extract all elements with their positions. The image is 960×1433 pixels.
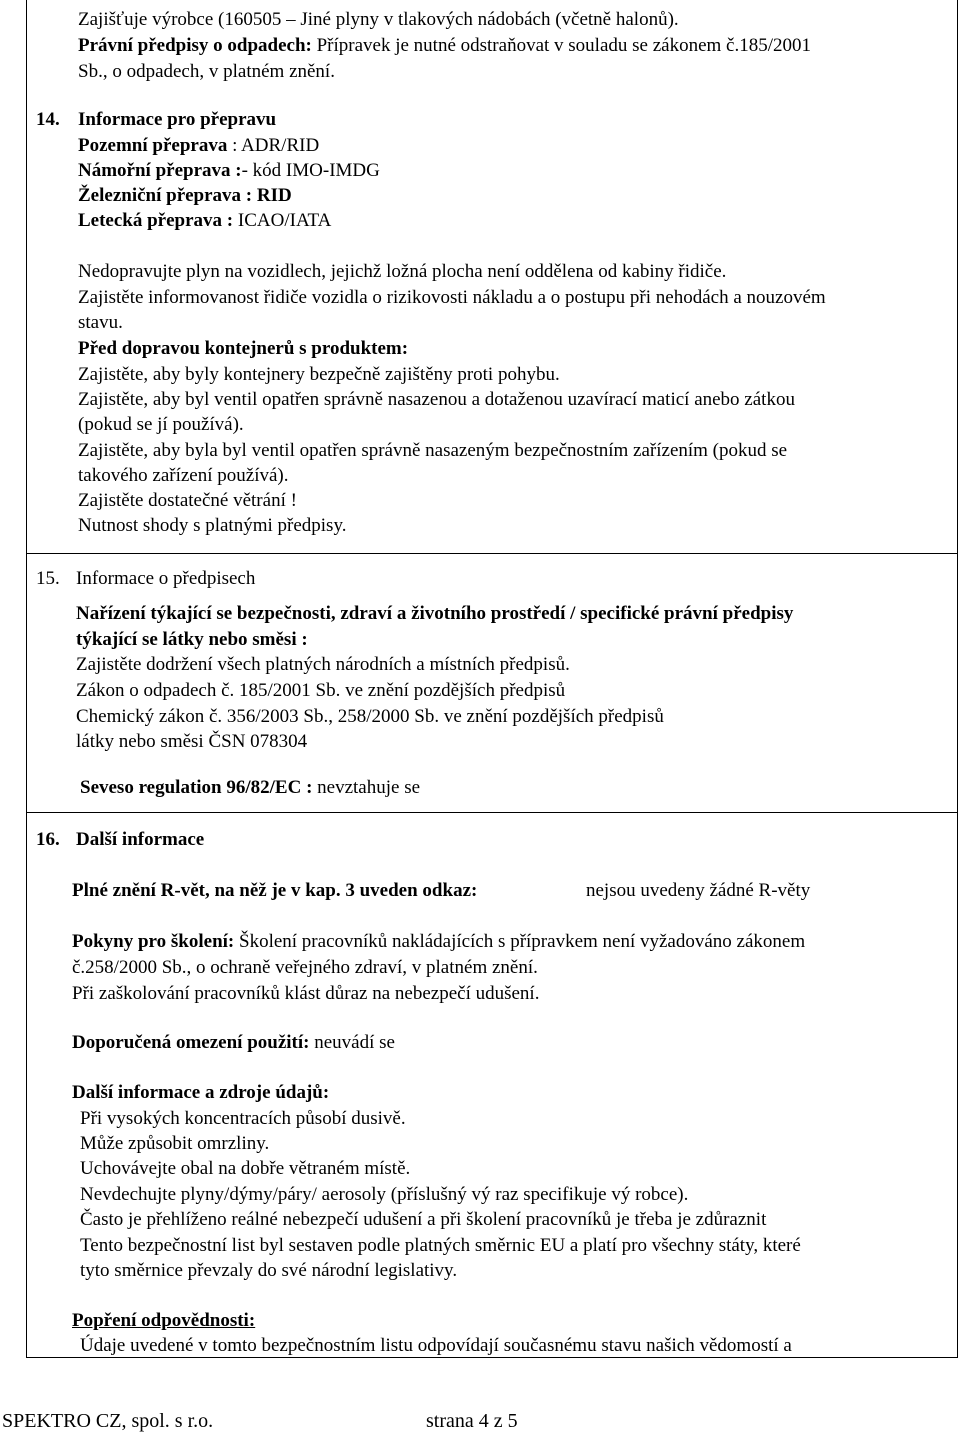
transport-paragraph-11: Nutnost shody s platnými předpisy. [78,515,347,536]
container-heading: Před dopravou kontejnerů s produktem: [78,338,409,359]
sources-line-2: Může způsobit omrzliny. [80,1133,270,1154]
transport-paragraph-6: Zajistěte, aby byl ventil opatřen správně nasazenou a dotaženou uzavírací maticí anebo zátkou [78,389,795,410]
section-divider-15 [26,553,958,554]
section-14-number: 14. [36,109,60,130]
sources-line-6: Tento bezpečnostní list byl sestaven podle platných směrnic EU a platí pro všechny státy, které [80,1235,801,1256]
sources-heading: Další informace a zdroje údajů: [72,1082,330,1103]
sources-line-1: Při vysokých koncentracích působí dusivě. [80,1108,406,1129]
sources-line-3: Uchovávejte obal na dobře větraném místě. [80,1158,411,1179]
section-14-title: Informace pro přepravu [78,109,277,130]
seveso-line [80,778,420,797]
usage-restrictions [72,1033,395,1052]
regulations-line-4: látky nebo směsi ČSN 078304 [76,731,308,752]
transport-paragraph-5: Zajistěte, aby byly kontejnery bezpečně zajištěny proti pohybu. [78,364,560,385]
air-transport [78,211,331,230]
transport-paragraph-2: Zajistěte informovanost řidiče vozidla o rizikovosti nákladu a o postupu při nehodách a nouzovém [78,287,826,308]
sources-line-5: Často je přehlíženo reálné nebezpečí udušení a při školení pracovníků je třeba je zdůraznit [80,1209,767,1230]
regulations-line-3: Chemický zákon č. 356/2003 Sb., 258/2000 Sb. ve znění pozdějších předpisů [76,706,664,727]
rail-transport: Železniční přeprava : RID [78,185,292,206]
land-transport-value: : ADR/RID [227,135,320,156]
section-15-title: Informace o předpisech [76,568,256,589]
transport-paragraph-8: Zajistěte, aby byla byl ventil opatřen správně nasazeným bezpečnostním zařízením (pokud se [78,440,788,461]
air-transport-value: ICAO/IATA [233,210,332,231]
transport-paragraph-9: takového zařízení používá). [78,465,289,486]
transport-paragraph-3: stavu. [78,312,123,333]
training-line-3: Při zaškolování pracovníků klást důraz na nebezpečí udušení. [72,983,540,1004]
regulations-heading-line-1: Nařízení týkající se bezpečnosti, zdraví a životního prostředí / specifické právní předpisy [76,603,794,624]
section-15-number: 15. [36,568,60,589]
transport-paragraph-1: Nedopravujte plyn na vozidlech, jejichž ložná plocha není oddělena od kabiny řidiče. [78,261,727,282]
disclaimer-heading: Popření odpovědnosti: [72,1310,256,1331]
training-line-2: č.258/2000 Sb., o ochraně veřejného zdraví, v platném znění. [72,957,538,978]
waste-law-label: Právní předpisy o odpadech: [78,35,312,56]
land-transport [78,136,319,155]
frame-right-rule [957,0,958,1358]
seveso-label: Seveso regulation 96/82/EC : [80,777,313,798]
section-divider-16 [26,812,958,813]
transport-paragraph-10: Zajistěte dostatečné větrání ! [78,490,297,511]
waste-law-text: Přípravek je nutné odstraňovat v souladu se zákonem č.185/2001 [311,35,812,56]
r-phrases-label: Plné znění R-vět, na něž je v kap. 3 uveden odkaz: [72,880,478,901]
sources-line-4: Nevdechujte plyny/dýmy/páry/ aerosoly (příslušný vý raz specifikuje vý robce). [80,1184,689,1205]
footer-company: SPEKTRO CZ, spol. s r.o. [2,1410,214,1432]
training-label: Pokyny pro školení: [72,931,235,952]
section-divider-14 [957,0,958,105]
footer-page-number: strana 4 z 5 [426,1410,518,1432]
transport-paragraph-7: (pokud se jí používá). [78,414,244,435]
disclaimer-text: Údaje uvedené v tomto bezpečnostním listu odpovídají současnému stavu našich vědomostí a [80,1335,792,1356]
regulations-line-2: Zákon o odpadech č. 185/2001 Sb. ve znění pozdějších předpisů [76,680,566,701]
disposal-text-line-3: Sb., o odpadech, v platném znění. [78,61,335,82]
usage-restrictions-value: neuvádí se [309,1032,395,1053]
section-16-number: 16. [36,829,60,850]
sea-transport-label: Námořní přeprava : [78,160,242,181]
frame-bottom-rule [26,1357,958,1358]
section-16-title: Další informace [76,829,205,850]
sea-transport [78,161,380,180]
frame-left-rule [26,0,27,1358]
training-text: Školení pracovníků nakládajících s přípravkem není vyžadováno zákonem [234,931,806,952]
disposal-text-line-1: Zajišťuje výrobce (160505 – Jiné plyny v tlakových nádobách (včetně halonů). [78,9,679,30]
usage-restrictions-label: Doporučená omezení použití: [72,1032,310,1053]
r-phrases-value: nejsou uvedeny žádné R-věty [586,880,811,901]
seveso-value: nevztahuje se [312,777,421,798]
land-transport-label: Pozemní přeprava [78,135,228,156]
regulations-heading-line-2: týkající se látky nebo směsi : [76,629,308,650]
sources-line-7: tyto směrnice převzaly do své národní legislativy. [80,1260,458,1281]
disposal-text-line-2 [78,36,811,55]
regulations-line-1: Zajistěte dodržení všech platných národních a místních předpisů. [76,654,570,675]
sea-transport-value: - kód IMO-IMDG [241,160,380,181]
air-transport-label: Letecká přeprava : [78,210,234,231]
training-line-1 [72,932,805,951]
